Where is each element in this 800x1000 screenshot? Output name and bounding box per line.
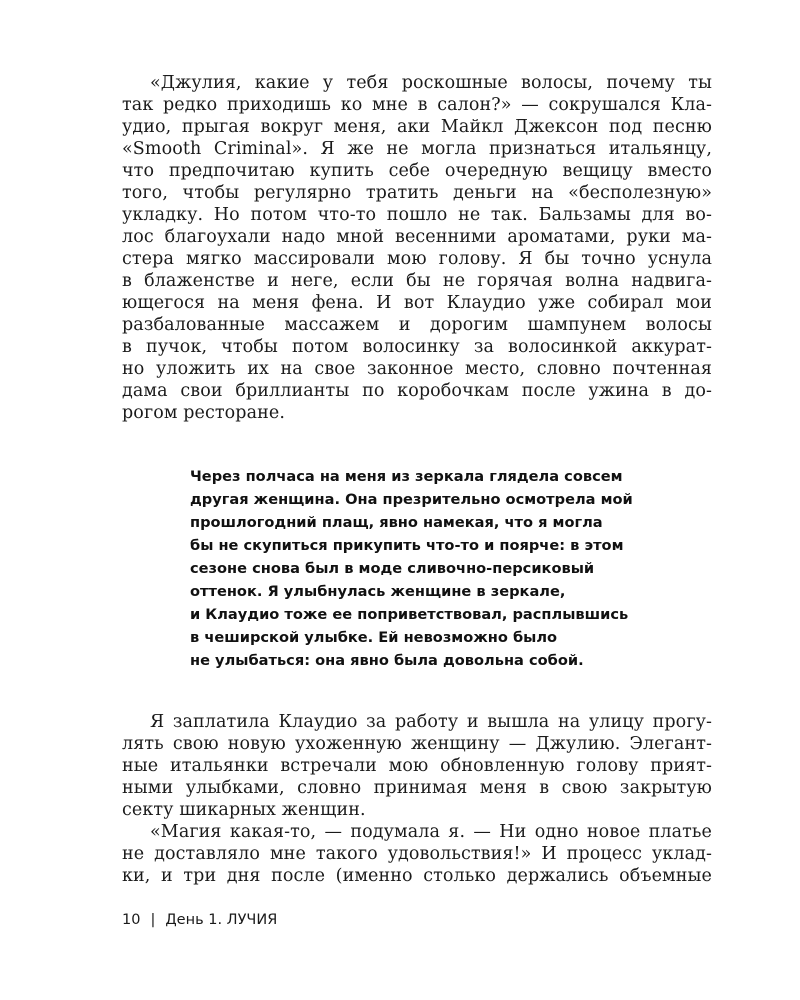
text-line: «Джулия, какие у тебя роскошные волосы, почему ты xyxy=(150,73,712,93)
text-line: стера мягко массировали мою голову. Я бы точно уснула xyxy=(122,249,712,269)
text-line: рогом ресторане. xyxy=(122,403,286,423)
text-line: Я заплатила Клаудио за работу и вышла на улицу прогу- xyxy=(150,712,712,732)
text-line: секту шикарных женщин. xyxy=(122,800,366,820)
text-line: лос благоухали надо мной весенними ароматами, руки ма- xyxy=(122,227,712,247)
text-line: ющегося на меня фена. И вот Клаудио уже собирал мои xyxy=(122,293,712,313)
text-line: ные итальянки встречали мою обновленную голову прият- xyxy=(122,756,712,776)
running-head: День 1. ЛУЧИЯ xyxy=(165,912,278,928)
text-line: ными улыбками, словно принимая меня в свою закрытую xyxy=(122,778,712,798)
text-line: того, чтобы регулярно тратить деньги на «бесполезную» xyxy=(122,183,712,203)
text-line: «Smooth Criminal». Я же не могла признаться итальянцу, xyxy=(122,139,712,159)
page-footer xyxy=(122,910,277,930)
quote-line: другая женщина. Она презрительно осмотрела мой xyxy=(190,491,633,508)
quote-line: и Клаудио тоже ее поприветствовал, расплывшись xyxy=(190,606,629,623)
text-line: в блаженстве и неге, если бы не горячая волна надвига- xyxy=(122,271,712,291)
quote-line: бы не скупиться прикупить что-то и поярче: в этом xyxy=(190,537,624,554)
text-line: ки, и три дня после (именно столько держались объемные xyxy=(122,866,712,886)
text-line: так редко приходишь ко мне в салон?» — сокрушался Кла- xyxy=(122,95,712,115)
text-line: удио, прыгая вокруг меня, аки Майкл Джексон под песню xyxy=(122,117,712,137)
quote-line: сезоне снова был в моде сливочно-персиковый xyxy=(190,560,595,577)
quote-line: прошлогодний плащ, явно намекая, что я могла xyxy=(190,514,603,531)
quote-line: не улыбаться: она явно была довольна собой. xyxy=(190,652,584,669)
text-line: что предпочитаю купить себе очередную вещицу вместо xyxy=(122,161,712,181)
text-line: лять свою новую ухоженную женщину — Джулию. Элегант- xyxy=(122,734,712,754)
text-line: в пучок, чтобы потом волосинку за волосинкой аккурат- xyxy=(122,337,712,357)
footer-separator: | xyxy=(150,912,156,928)
text-line: но уложить их на свое законное место, словно почтенная xyxy=(122,359,712,379)
text-line: «Магия какая-то, — подумала я. — Ни одно новое платье xyxy=(150,822,712,842)
quote-line: оттенок. Я улыбнулась женщине в зеркале, xyxy=(190,583,566,600)
quote-line: в чеширской улыбке. Ей невозможно было xyxy=(190,629,558,646)
text-line: разбалованные массажем и дорогим шампунем волосы xyxy=(122,315,712,335)
text-line: дама свои бриллианты по коробочкам после ужина в до- xyxy=(122,381,712,401)
page-number: 10 xyxy=(122,912,141,928)
text-line: не доставляло мне такого удовольствия!» И процесс уклад- xyxy=(122,844,712,864)
text-line: укладку. Но потом что-то пошло не так. Бальзамы для во- xyxy=(122,205,712,225)
quote-line: Через полчаса на меня из зеркала глядела совсем xyxy=(190,468,623,485)
